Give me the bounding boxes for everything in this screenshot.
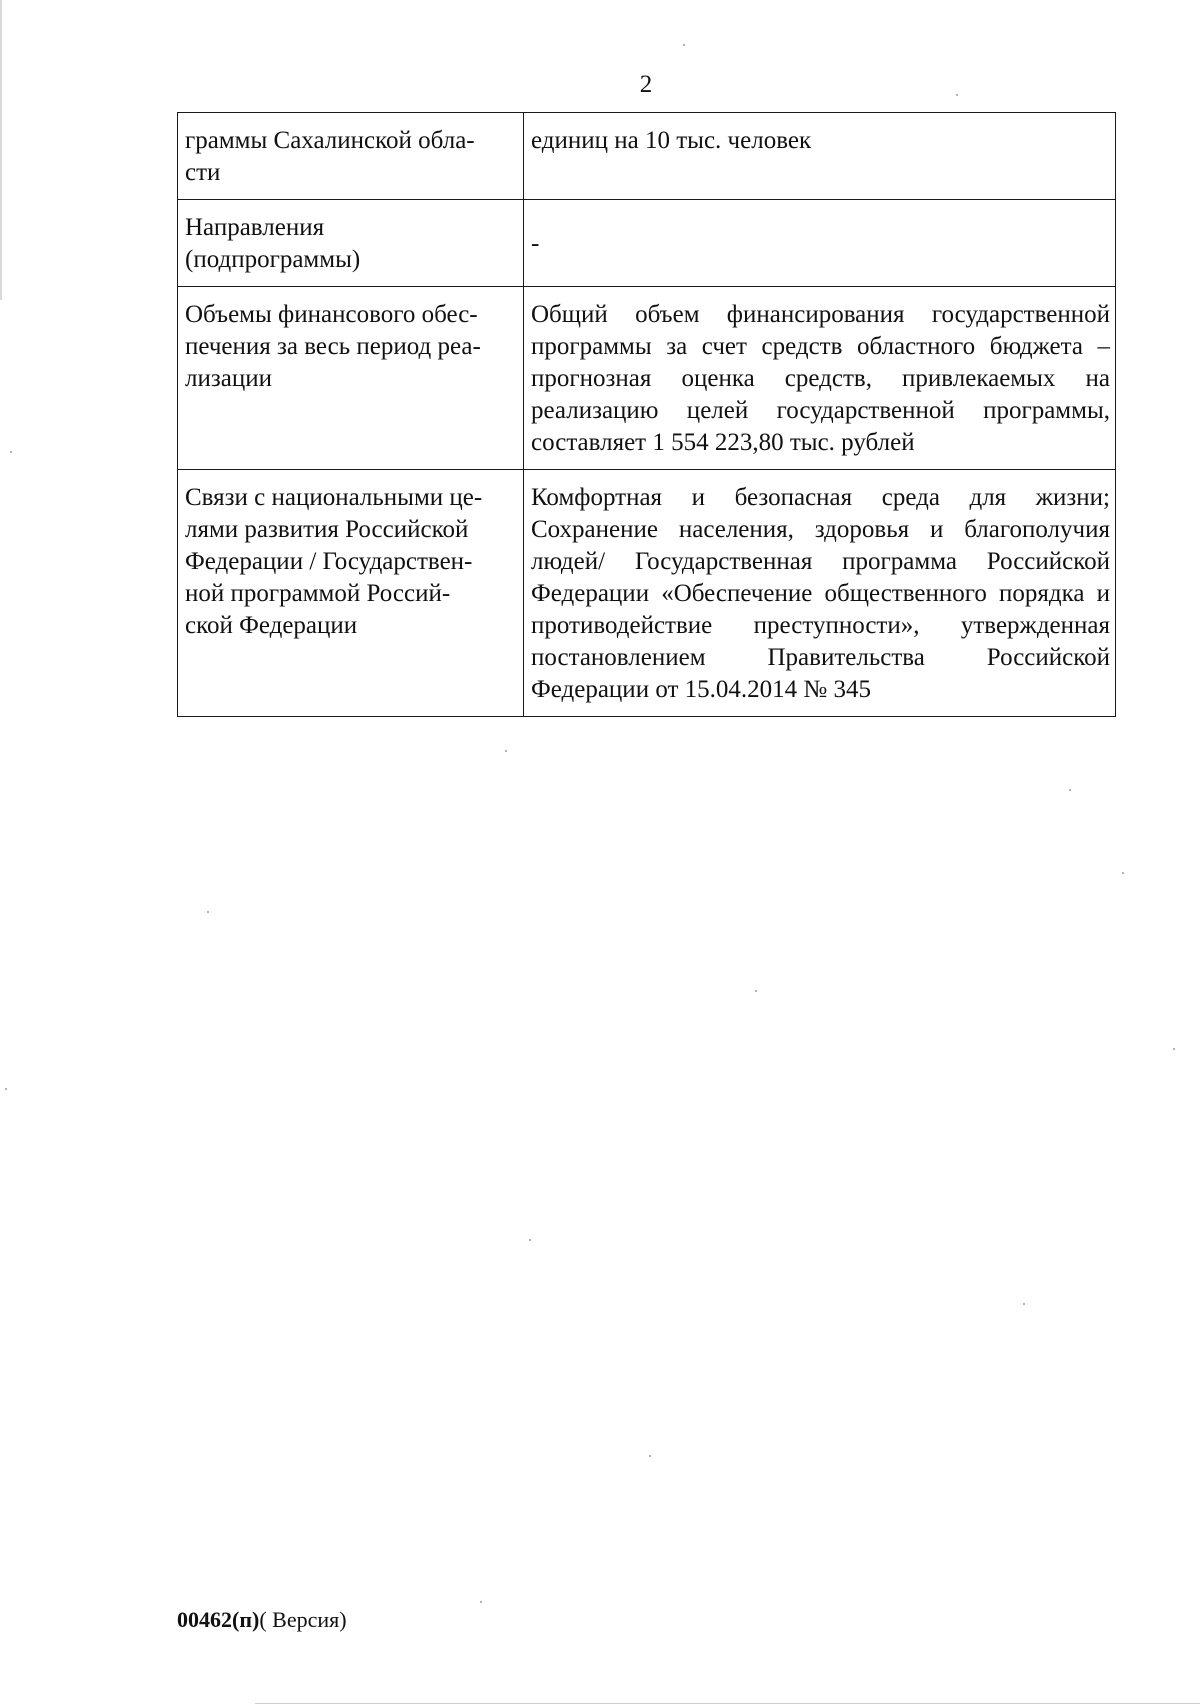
scan-speck xyxy=(10,451,12,453)
scan-bottom-edge xyxy=(255,1703,1200,1704)
parameter-label: Направления (подпрограммы) xyxy=(185,214,361,273)
parameter-label: Связи с национальными це- лями развития Российской Федерации / Государствен- ной программой Россий- ской Федерации xyxy=(185,484,483,639)
scan-speck xyxy=(207,911,209,913)
parameter-value: - xyxy=(531,230,540,257)
parameter-value: Комфортная и безопасная среда для жизни; Сохранение населения, здоровья и благополучия людей/ Государственная программа Российской Федерации «Обеспечение общественного порядка и противодействие преступности», утвержденная постановлением Правительства Российской Федерации от 15.04.2014 № 345 xyxy=(531,484,1110,703)
page-number: 2 xyxy=(639,71,653,98)
scan-speck xyxy=(480,1601,482,1603)
program-passport-table xyxy=(177,112,1116,717)
parameter-label: Объемы финансового обес- печения за весь период реа- лизации xyxy=(185,301,481,392)
scan-speck xyxy=(1173,1048,1175,1050)
parameter-value: Общий объем финансирования государственной программы за счет средств областного бюджета – прогнозная оценка средств, привлекаемых на реализацию целей государственной программы, составляет 1 554 223,80 тыс. рублей xyxy=(531,301,1110,456)
table-row xyxy=(178,113,1116,200)
scan-speck xyxy=(956,94,958,96)
scan-speck xyxy=(1069,789,1071,791)
scan-speck xyxy=(683,44,685,46)
table-cell-parameter xyxy=(178,287,524,470)
table-cell-value xyxy=(524,200,1116,287)
table-cell-value xyxy=(524,470,1116,717)
scan-margin-line xyxy=(0,0,2,300)
table-cell-value xyxy=(524,287,1116,470)
footer-code-number: 00462(п) xyxy=(177,1607,260,1632)
table-cell-parameter xyxy=(178,470,524,717)
table-row xyxy=(178,287,1116,470)
table-cell-parameter xyxy=(178,200,524,287)
scan-speck xyxy=(1023,1303,1025,1305)
document-footer-code xyxy=(177,1606,347,1634)
table-row xyxy=(178,470,1116,717)
parameter-label: граммы Сахалинской обла- сти xyxy=(185,127,475,186)
scan-speck xyxy=(505,750,507,752)
scan-speck xyxy=(1122,872,1124,874)
table-cell-value xyxy=(524,113,1116,200)
footer-code-version: ( Версия) xyxy=(259,1607,347,1632)
table-cell-parameter xyxy=(178,113,524,200)
scan-speck xyxy=(5,1088,7,1090)
parameter-value: единиц на 10 тыс. человек xyxy=(531,127,812,154)
scan-speck xyxy=(649,1455,651,1457)
table-row xyxy=(178,200,1116,287)
scan-speck xyxy=(755,990,757,992)
scan-speck xyxy=(529,1239,531,1241)
